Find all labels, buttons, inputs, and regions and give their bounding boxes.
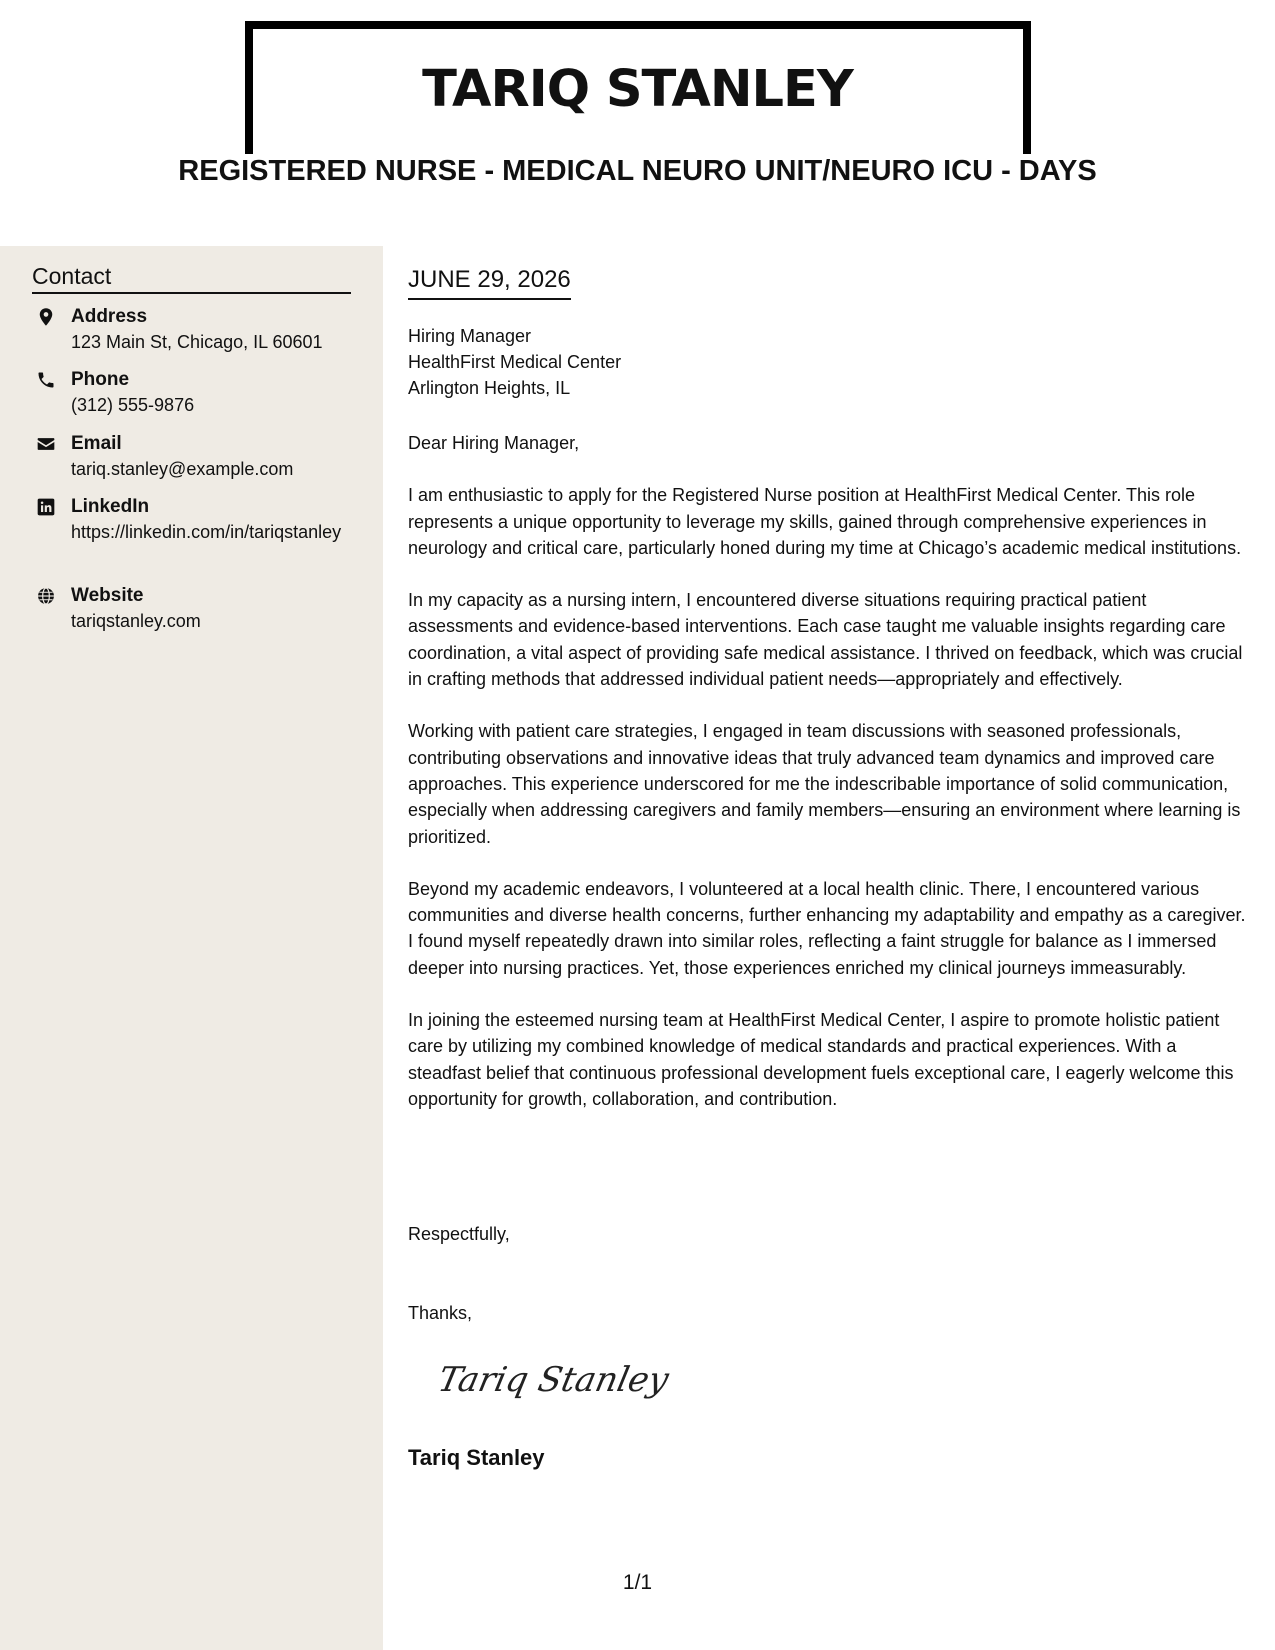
linkedin-value[interactable]: https://linkedin.com/in/tariqstanley [71, 522, 342, 542]
closing: Respectfully, [408, 1224, 510, 1244]
salutation: Dear Hiring Manager, [408, 433, 580, 453]
letter-paragraph: In joining the esteemed nursing team at HealthFirst Medical Center, I aspire to promote holistic patient care by utilizing my combined knowledge of medical standards and practical experiences. With a steadfast belief that continuous professional development fuels exceptional care, I eagerly welcome this opportunity for growth, collaboration, and contribution. [408, 1010, 1234, 1109]
contact-label: Address [71, 306, 148, 327]
page-number: 1/1 [622, 1571, 653, 1594]
contact-label: Website [71, 585, 144, 606]
letter-date: JUNE 29, 2026 [408, 265, 571, 300]
contact-label: LinkedIn [71, 496, 150, 517]
website-value[interactable]: tariqstanley.com [71, 611, 201, 631]
phone-value: (312) 555-9876 [71, 395, 195, 415]
letter-paragraph: Working with patient care strategies, I engaged in team discussions with seasoned professionals, contributing observations and innovative ideas that truly advanced team dynamics and improved care approaches. This experience underscored for me the indescribable importance of solid communication, especially when addressing caregivers and family members—ensuring an environment where learning is prioritized. [408, 721, 1241, 847]
email-value: tariq.stanley@example.com [71, 459, 294, 479]
recipient-line: Arlington Heights, IL [408, 378, 571, 398]
recipient-line: HealthFirst Medical Center [408, 352, 622, 372]
letter-body [408, 430, 1248, 1138]
contact-label: Phone [71, 369, 130, 390]
address-value: 123 Main St, Chicago, IL 60601 [71, 332, 323, 352]
recipient-block [408, 323, 621, 401]
letter-paragraph: In my capacity as a nursing intern, I encountered diverse situations requiring practical patient assessments and evidence-based interventions. Each case taught me valuable insights regarding care coordination, a vital aspect of providing safe medical assistance. I thrived on feedback, which was crucial in crafting methods that addressed individual patient needs—appropriately and effectively. [408, 590, 1243, 690]
letter-paragraph: Beyond my academic endeavors, I volunteered at a local health clinic. There, I encountered various communities and diverse health concerns, further enhancing my adaptability and empathy as a caregiver. I found myself repeatedly drawn into similar roles, reflecting a faint struggle for balance as I immersed deeper into nursing practices. Yet, those experiences enriched my clinical journeys immeasurably. [408, 878, 1246, 978]
letter-paragraph: I am enthusiastic to apply for the Registered Nurse position at HealthFirst Medical Center. This role represents a unique opportunity to leverage my skills, gained through comprehensive experiences in neurology and critical care, particularly honed during my time at Chicago’s academic medical institutions. [408, 485, 1242, 558]
handwritten-signature [432, 1355, 673, 1405]
job-title: REGISTERED NURSE - MEDICAL NEURO UNIT/NEURO ICU - DAYS [178, 155, 1097, 187]
signer-name: Tariq Stanley [408, 1445, 545, 1470]
globe-icon [36, 586, 56, 606]
envelope-icon [36, 434, 56, 454]
linkedin-icon [36, 497, 56, 517]
contact-heading: Contact [32, 262, 351, 294]
contact-label: Email [71, 433, 122, 454]
recipient-line: Hiring Manager [408, 326, 532, 346]
phone-icon [36, 370, 56, 390]
signature-text: Tariq Stanley [434, 1360, 673, 1400]
location-pin-icon [36, 307, 56, 327]
thanks: Thanks, [408, 1303, 473, 1323]
applicant-name: TARIQ STANLEY [422, 60, 853, 119]
